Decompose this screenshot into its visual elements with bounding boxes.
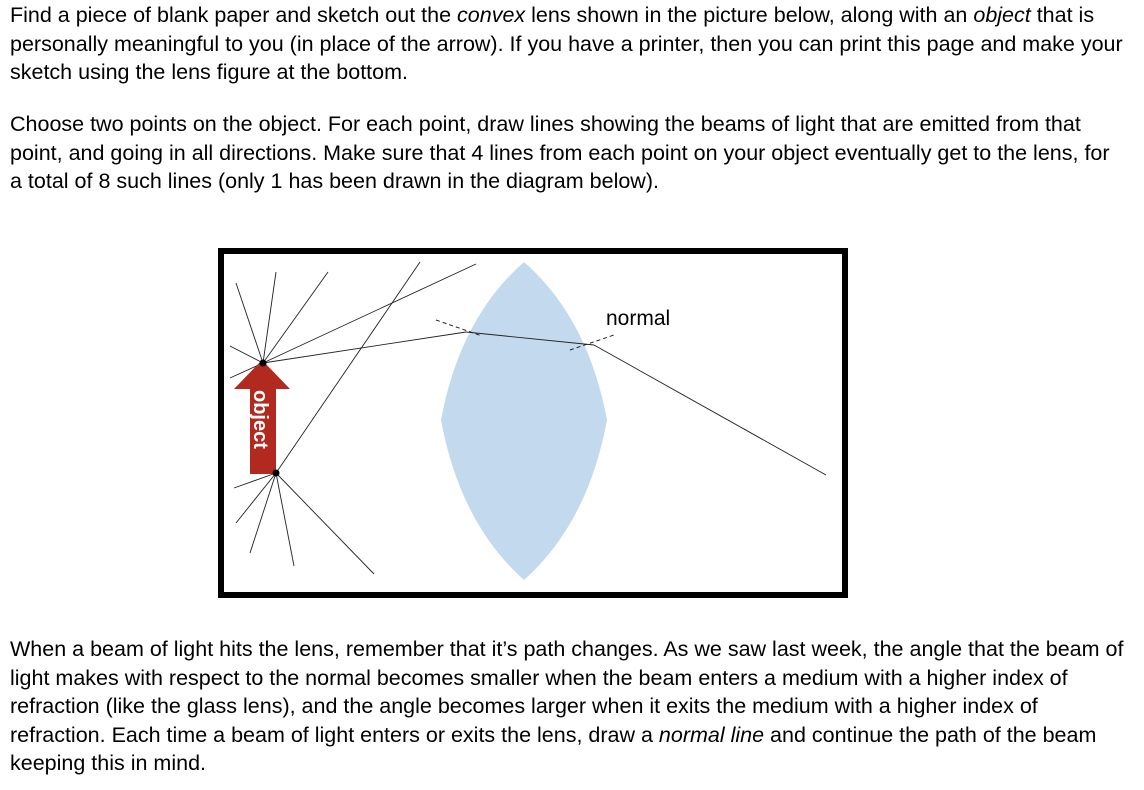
object-point-bottom [273,470,280,477]
refraction-paragraph: When a beam of light hits the lens, remember that it’s path changes. As we saw last week, the angle that the beam of light makes with respect to the normal becomes smaller when the beam enters a medium with a higher index of refraction (like the glass lens), and the angle becomes larger when it exits the medium with a higher index of refraction. Each time a beam of light enters or exits the lens, draw a normal line and continue the path of the beam keeping this in mind. [10,637,1124,775]
convex-emphasis: convex [457,3,526,27]
lens-diagram-svg [218,248,848,598]
instructions-paragraph: Choose two points on the object. For each point, draw lines showing the beams of light that are emitted from that point, and going in all directions. Make sure that 4 lines from each point on your object eventually get to the lens, for a total of 8 such lines (only 1 has been drawn in the diagram below). [10,112,1110,193]
object-emphasis: object [973,3,1031,27]
object-label: object [249,390,271,449]
normal-line-emphasis: normal line [658,722,765,747]
normal-label: normal [606,307,671,330]
object-point-top [260,360,267,367]
intro-paragraph: Find a piece of blank paper and sketch out the convex lens shown in the picture below, along with an object that is personally meaningful to you (in place of the arrow). If you have a printer, then you can print this page and make your sketch using the lens figure at the bottom. [10,3,1123,84]
lens-diagram [218,248,848,598]
